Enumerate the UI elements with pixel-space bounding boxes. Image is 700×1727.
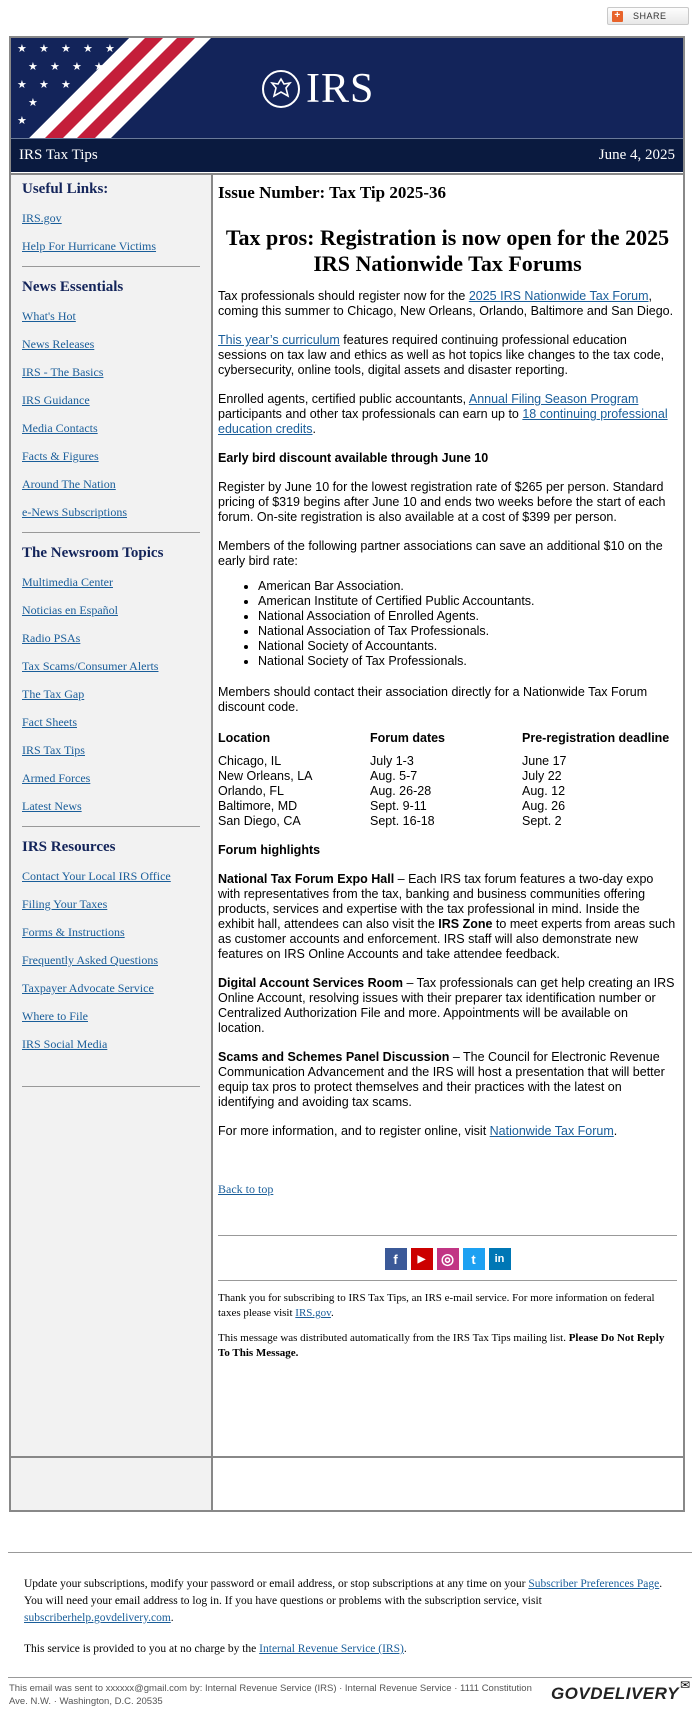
envelope-icon: ✉ (679, 1678, 690, 1692)
svg-text:★: ★ (83, 42, 93, 55)
sidebar-link[interactable]: Around The Nation (22, 477, 116, 491)
facebook-icon[interactable]: f (385, 1248, 407, 1270)
social-icons (218, 1248, 677, 1270)
sidebar-link[interactable]: Latest News (22, 799, 82, 813)
tax-forum-link[interactable]: 2025 IRS Nationwide Tax Forum (468, 289, 649, 303)
svg-text:★: ★ (28, 60, 38, 73)
sidebar-link[interactable]: IRS - The Basics (22, 365, 104, 379)
paragraph: Enrolled agents, certified public accountants, Annual Filing Season Program participants and other tax professionals can earn up to 18 continuing professional education credits. (218, 392, 668, 436)
divider (218, 1280, 677, 1281)
sidebar-heading: News Essentials (22, 279, 124, 295)
sidebar-link[interactable]: Where to File (22, 1009, 88, 1023)
table-row: Baltimore, MD Sept. 9-11 Aug. 26 (218, 799, 566, 813)
article-headline: Tax pros: Registration is now open for the 2025 IRS Nationwide Tax Forums (225, 225, 670, 276)
column-header: Forum dates (370, 731, 446, 745)
back-to-top-link[interactable]: Back to top (218, 1182, 274, 1196)
sidebar-heading: IRS Resources (22, 839, 116, 855)
sidebar-link[interactable]: Media Contacts (22, 421, 98, 435)
newsletter-title: IRS Tax Tips (19, 147, 98, 163)
list-item: • National Association of Enrolled Agents. (258, 609, 677, 624)
sidebar-heading: The Newsroom Topics (22, 545, 164, 561)
sidebar-link[interactable]: Facts & Figures (22, 449, 99, 463)
irs-logo (262, 66, 375, 112)
nationwide-tax-forum-link[interactable]: Nationwide Tax Forum (489, 1124, 614, 1138)
subscription-management-text: Update your subscriptions, modify your password or email address, or stop subscriptions at any time on your Subscriber Preferences Page. You will need your email address to log in. If you have questions or problems with the subscription service, visit subscriberhelp.govdelivery.com. (24, 1578, 663, 1624)
divider (8, 1552, 692, 1553)
cpe-credits-link[interactable]: 18 continuing professional education credits (218, 407, 668, 436)
issue-date: June 4, 2025 (598, 147, 675, 163)
newsletter-frame (9, 36, 685, 1512)
subscriber-preferences-link[interactable]: Subscriber Preferences Page (528, 1578, 660, 1590)
afsp-link[interactable]: Annual Filing Season Program (468, 392, 639, 406)
sidebar-link[interactable]: e-News Subscriptions (22, 505, 127, 519)
svg-text:★: ★ (17, 78, 27, 91)
sidebar-link[interactable]: IRS Social Media (22, 1037, 108, 1051)
paragraph: National Tax Forum Expo Hall – Each IRS tax forum features a two-day expo with representatives from the tax, banking and business communities offering products, services and expertise with the tax professional in mind. Inside the exhibit hall, attendees can also visit the IRS Zone to meet experts from areas such as customer accounts and enforcement. IRS staff will also demonstrate new features on IRS Online Accounts and take attendee feedback. (218, 872, 676, 961)
sidebar-divider (22, 826, 200, 827)
share-plus-icon: + (612, 11, 623, 22)
sent-to-text: This email was sent to xxxxxx@gmail.com by: Internal Revenue Service (IRS) · Internal Revenue Service · 1111 Constitution Ave. N.W. · Washington, D.C. 20535 (9, 1683, 532, 1707)
sidebar-heading: Useful Links: (22, 181, 109, 197)
list-item: • National Society of Tax Professionals. (258, 654, 677, 669)
sidebar-link[interactable]: Filing Your Taxes (22, 897, 108, 911)
sidebar-link[interactable]: Armed Forces (22, 771, 91, 785)
sidebar-divider (22, 1086, 200, 1087)
irs-banner (11, 38, 683, 138)
svg-text:★: ★ (61, 78, 71, 91)
irs-logo-text: IRS (306, 66, 375, 112)
sidebar-section-newsroom-topics (22, 545, 200, 814)
sidebar-divider (22, 532, 200, 533)
sidebar-link[interactable]: The Tax Gap (22, 687, 85, 701)
sidebar-link[interactable]: Contact Your Local IRS Office (22, 869, 171, 883)
bottom-row (11, 1456, 683, 1510)
auto-distribution-note: This message was distributed automatically from the IRS Tax Tips mailing list. Please Do Not Reply To This Message. (218, 1332, 665, 1359)
sidebar-link[interactable]: Noticias en Español (22, 603, 118, 617)
divider (218, 1235, 677, 1236)
email-footer-bar (9, 1678, 690, 1708)
sidebar-link[interactable]: Multimedia Center (22, 575, 113, 589)
youtube-icon[interactable]: ▶ (411, 1248, 433, 1270)
sidebar-divider (22, 266, 200, 267)
column-header: Location (218, 731, 271, 745)
title-bar (11, 138, 683, 172)
table-row: Orlando, FL Aug. 26-28 Aug. 12 (218, 784, 566, 798)
sidebar-section-irs-resources (22, 839, 200, 1052)
service-provider-text: This service is provided to you at no charge by the Internal Revenue Service (IRS). (24, 1643, 407, 1655)
list-item: • American Institute of Certified Public Accountants. (258, 594, 677, 609)
svg-text:★: ★ (72, 60, 82, 73)
issue-number: Issue Number: Tax Tip 2025-36 (218, 183, 446, 202)
svg-text:★: ★ (39, 78, 49, 91)
svg-text:★: ★ (39, 42, 49, 55)
paragraph: Tax professionals should register now for the 2025 IRS Nationwide Tax Forum, coming this summer to Chicago, New Orleans, Orlando, Baltimore and San Diego. (218, 289, 674, 318)
twitter-icon[interactable]: t (463, 1248, 485, 1270)
divider (8, 1677, 692, 1678)
table-header-row (218, 731, 677, 754)
table-row: New Orleans, LA Aug. 5-7 July 22 (218, 769, 562, 783)
irs-gov-link[interactable]: IRS.gov (295, 1307, 331, 1319)
sidebar-link[interactable]: Taxpayer Advocate Service (22, 981, 154, 995)
sidebar-link[interactable]: Help For Hurricane Victims (22, 239, 157, 253)
paragraph: Digital Account Services Room – Tax professionals can get help creating an IRS Online Account, resolving issues with their preparer tax identification number or Centralized Authorization File and more. Appointments will be available on location. (218, 976, 675, 1035)
sidebar-section-news-essentials (22, 279, 200, 520)
share-label: SHARE (633, 11, 667, 21)
share-button[interactable] (607, 7, 689, 25)
forum-schedule-table (218, 731, 677, 829)
sidebar-link[interactable]: IRS Tax Tips (22, 743, 85, 757)
paragraph: Register by June 10 for the lowest registration rate of $265 per person. Standard pricing of $319 begins after June 10 and ends two weeks before the start of each forum. On-site registration is also available at a cost of $399 per person. (218, 480, 666, 524)
instagram-icon[interactable]: ◎ (437, 1248, 459, 1270)
paragraph: This year’s curriculum features required continuing professional education sessions on tax law and ethics as well as hot topics like changes to the tax code, cybersecurity, online tools, digital assets and disaster reporting. (218, 333, 665, 377)
table-row: Chicago, IL July 1-3 June 17 (218, 754, 567, 768)
list-item: • National Association of Tax Professionals. (258, 624, 677, 639)
sidebar (11, 175, 213, 1510)
sidebar-link[interactable]: What's Hot (22, 309, 76, 323)
early-bird-heading: Early bird discount available through June 10 (218, 451, 489, 465)
sidebar-link[interactable]: Radio PSAs (22, 631, 81, 645)
svg-text:★: ★ (17, 42, 27, 55)
curriculum-link[interactable]: This year’s curriculum (218, 333, 340, 347)
svg-text:★: ★ (61, 42, 71, 55)
govdelivery-footer (24, 1576, 664, 1672)
us-flag-graphic (11, 38, 271, 138)
paragraph: For more information, and to register online, visit Nationwide Tax Forum. (218, 1124, 618, 1138)
govdelivery-logo: GOVDELIVERY (550, 1684, 679, 1703)
highlights-heading: Forum highlights (218, 843, 321, 857)
list-item: • National Society of Accountants. (258, 639, 677, 654)
column-header: Pre-registration deadline (522, 731, 670, 745)
svg-text:★: ★ (94, 60, 104, 73)
svg-text:★: ★ (105, 42, 115, 55)
sidebar-link[interactable]: IRS.gov (22, 211, 62, 225)
irs-eagle-icon (262, 70, 300, 108)
sidebar-link[interactable]: Fact Sheets (22, 715, 77, 729)
paragraph: Members should contact their association directly for a Nationwide Tax Forum discount code. (218, 685, 648, 714)
sidebar-link[interactable]: News Releases (22, 337, 95, 351)
sidebar-section-useful-links (22, 181, 200, 254)
sidebar-link[interactable]: Frequently Asked Questions (22, 953, 158, 967)
paragraph: Scams and Schemes Panel Discussion – The Council for Electronic Revenue Communication Advancement and the IRS will host a presentation that will better equip tax pros to protect themselves and their practices with the latest on identifying and avoiding tax scams. (218, 1050, 665, 1109)
sidebar-link[interactable]: Forms & Instructions (22, 925, 125, 939)
sidebar-link[interactable]: IRS Guidance (22, 393, 90, 407)
subscription-note: Thank you for subscribing to IRS Tax Tips, an IRS e-mail service. For more information on federal taxes please visit IRS.gov. (218, 1292, 655, 1319)
svg-text:★: ★ (28, 96, 38, 109)
sidebar-link[interactable]: Tax Scams/Consumer Alerts (22, 659, 159, 673)
table-row: San Diego, CA Sept. 16-18 Sept. 2 (218, 814, 562, 828)
article (213, 175, 683, 1510)
list-item: • American Bar Association. (258, 579, 677, 594)
association-list (218, 579, 677, 669)
svg-text:★: ★ (17, 114, 27, 127)
subscriber-help-link[interactable]: subscriberhelp.govdelivery.com (24, 1612, 171, 1624)
paragraph: Members of the following partner associations can save an additional $10 on the early bird rate: (218, 539, 663, 568)
linkedin-icon[interactable]: in (489, 1248, 511, 1270)
irs-link[interactable]: Internal Revenue Service (IRS) (259, 1643, 404, 1655)
svg-text:★: ★ (50, 60, 60, 73)
